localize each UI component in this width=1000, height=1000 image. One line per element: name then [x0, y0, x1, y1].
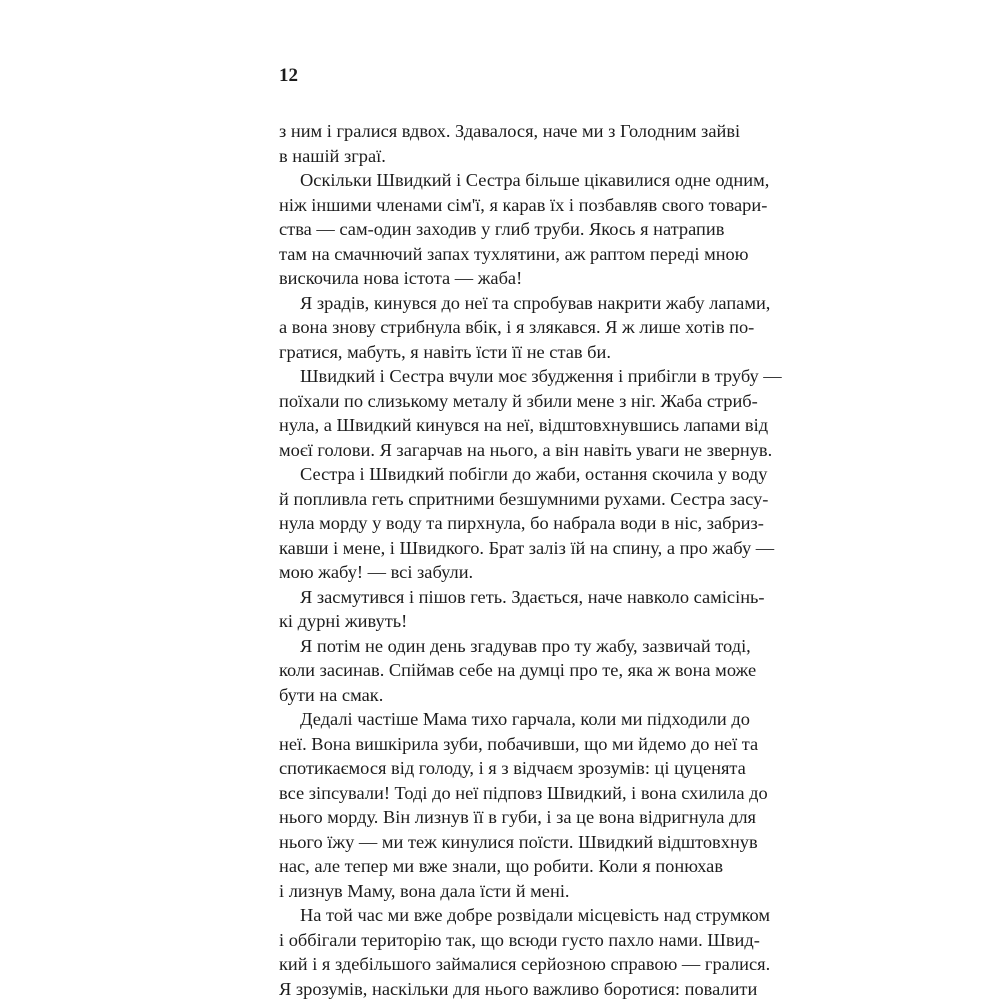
text-line: мою жабу! — всі забули. [279, 562, 474, 582]
page-number: 12 [279, 65, 298, 86]
text-line: і лизнув Маму, вона дала їсти й мені. [279, 880, 570, 901]
text-line: з ним і гралися вдвох. Здавалося, наче ми з Голодним зайві [279, 121, 741, 141]
text-line: неї. Вона вишкірила зуби, побачивши, що ми йдемо до неї та [279, 733, 759, 754]
text-line: гратися, мабуть, я навіть їсти її не став би. [279, 341, 611, 362]
text-line: й попливла геть спритними безшумними рухами. Сестра засу- [279, 488, 769, 509]
text-line: нула, а Швидкий кинувся на неї, відштовхнувшись лапами від [279, 415, 769, 435]
text-line: На той час ми вже добре розвідали місцевість над струмком [300, 905, 771, 925]
text-line: Оскільки Швидкий і Сестра більше цікавилися одне одним, [300, 170, 770, 190]
text-line: нула морду у воду та пирхнула, бо набрала води в ніс, забриз- [279, 513, 764, 533]
text-line: кий і я здебільшого займалися серйозною справою — гралися. [279, 954, 771, 974]
text-line: там на смачнючий запах тухлятини, аж раптом переді мною [279, 243, 749, 264]
text-line: бути на смак. [279, 684, 384, 705]
text-line: Я зрозумів, наскільки для нього важливо боротися: повалити [279, 978, 758, 999]
text-line: і оббігали територію так, що всюди густо пахло нами. Швид- [279, 929, 760, 950]
text-line: моєї голови. Я загарчав на нього, а він навіть уваги не звернув. [279, 439, 773, 460]
text-line: нас, але тепер ми вже знали, що робити. Коли я понюхав [279, 856, 724, 876]
text-line: нього їжу — ми теж кинулися поїсти. Швидкий відштовхнув [279, 831, 758, 852]
body-text [279, 119, 782, 1000]
text-line: Я потім не один день згадував про ту жабу, зазвичай тоді, [300, 635, 751, 656]
text-line: в нашій зграї. [279, 145, 386, 166]
text-line: спотикаємося від голоду, і я з відчаєм зрозумів: ці цуценята [279, 758, 746, 778]
text-line: а вона знову стрибнула вбік, і я злякався. Я ж лише хотів по- [279, 317, 755, 337]
text-line: нього морду. Він лизнув її в губи, і за це вона відригнула для [279, 807, 756, 827]
text-line: вискочила нова істота — жаба! [279, 268, 523, 288]
text-line: Швидкий і Сестра вчули моє збудження і прибігли в трубу — [300, 366, 782, 386]
text-line: Сестра і Швидкий побігли до жаби, остання скочила у воду [300, 464, 768, 484]
text-line: ства — сам-один заходив у глиб труби. Якось я натрапив [279, 219, 725, 239]
text-line: кавши і мене, і Швидкого. Брат заліз їй на спину, а про жабу — [279, 537, 775, 558]
text-line: поїхали по слизькому металу й збили мене з ніг. Жаба стриб- [279, 390, 758, 411]
text-line: кі дурні живуть! [279, 611, 408, 631]
text-line: Я зрадів, кинувся до неї та спробував накрити жабу лапами, [300, 292, 771, 313]
text-line: все зіпсували! Тоді до неї підповз Швидкий, і вона схилила до [279, 782, 768, 803]
text-line: Я засмутився і пішов геть. Здається, наче навколо самісінь- [300, 586, 765, 607]
text-line: коли засинав. Спіймав себе на думці про те, яка ж вона може [279, 660, 757, 680]
text-line: Дедалі частіше Мама тихо гарчала, коли ми підходили до [300, 709, 750, 729]
text-line: ніж іншими членами сім'ї, я карав їх і позбавляв свого товари- [279, 194, 768, 215]
